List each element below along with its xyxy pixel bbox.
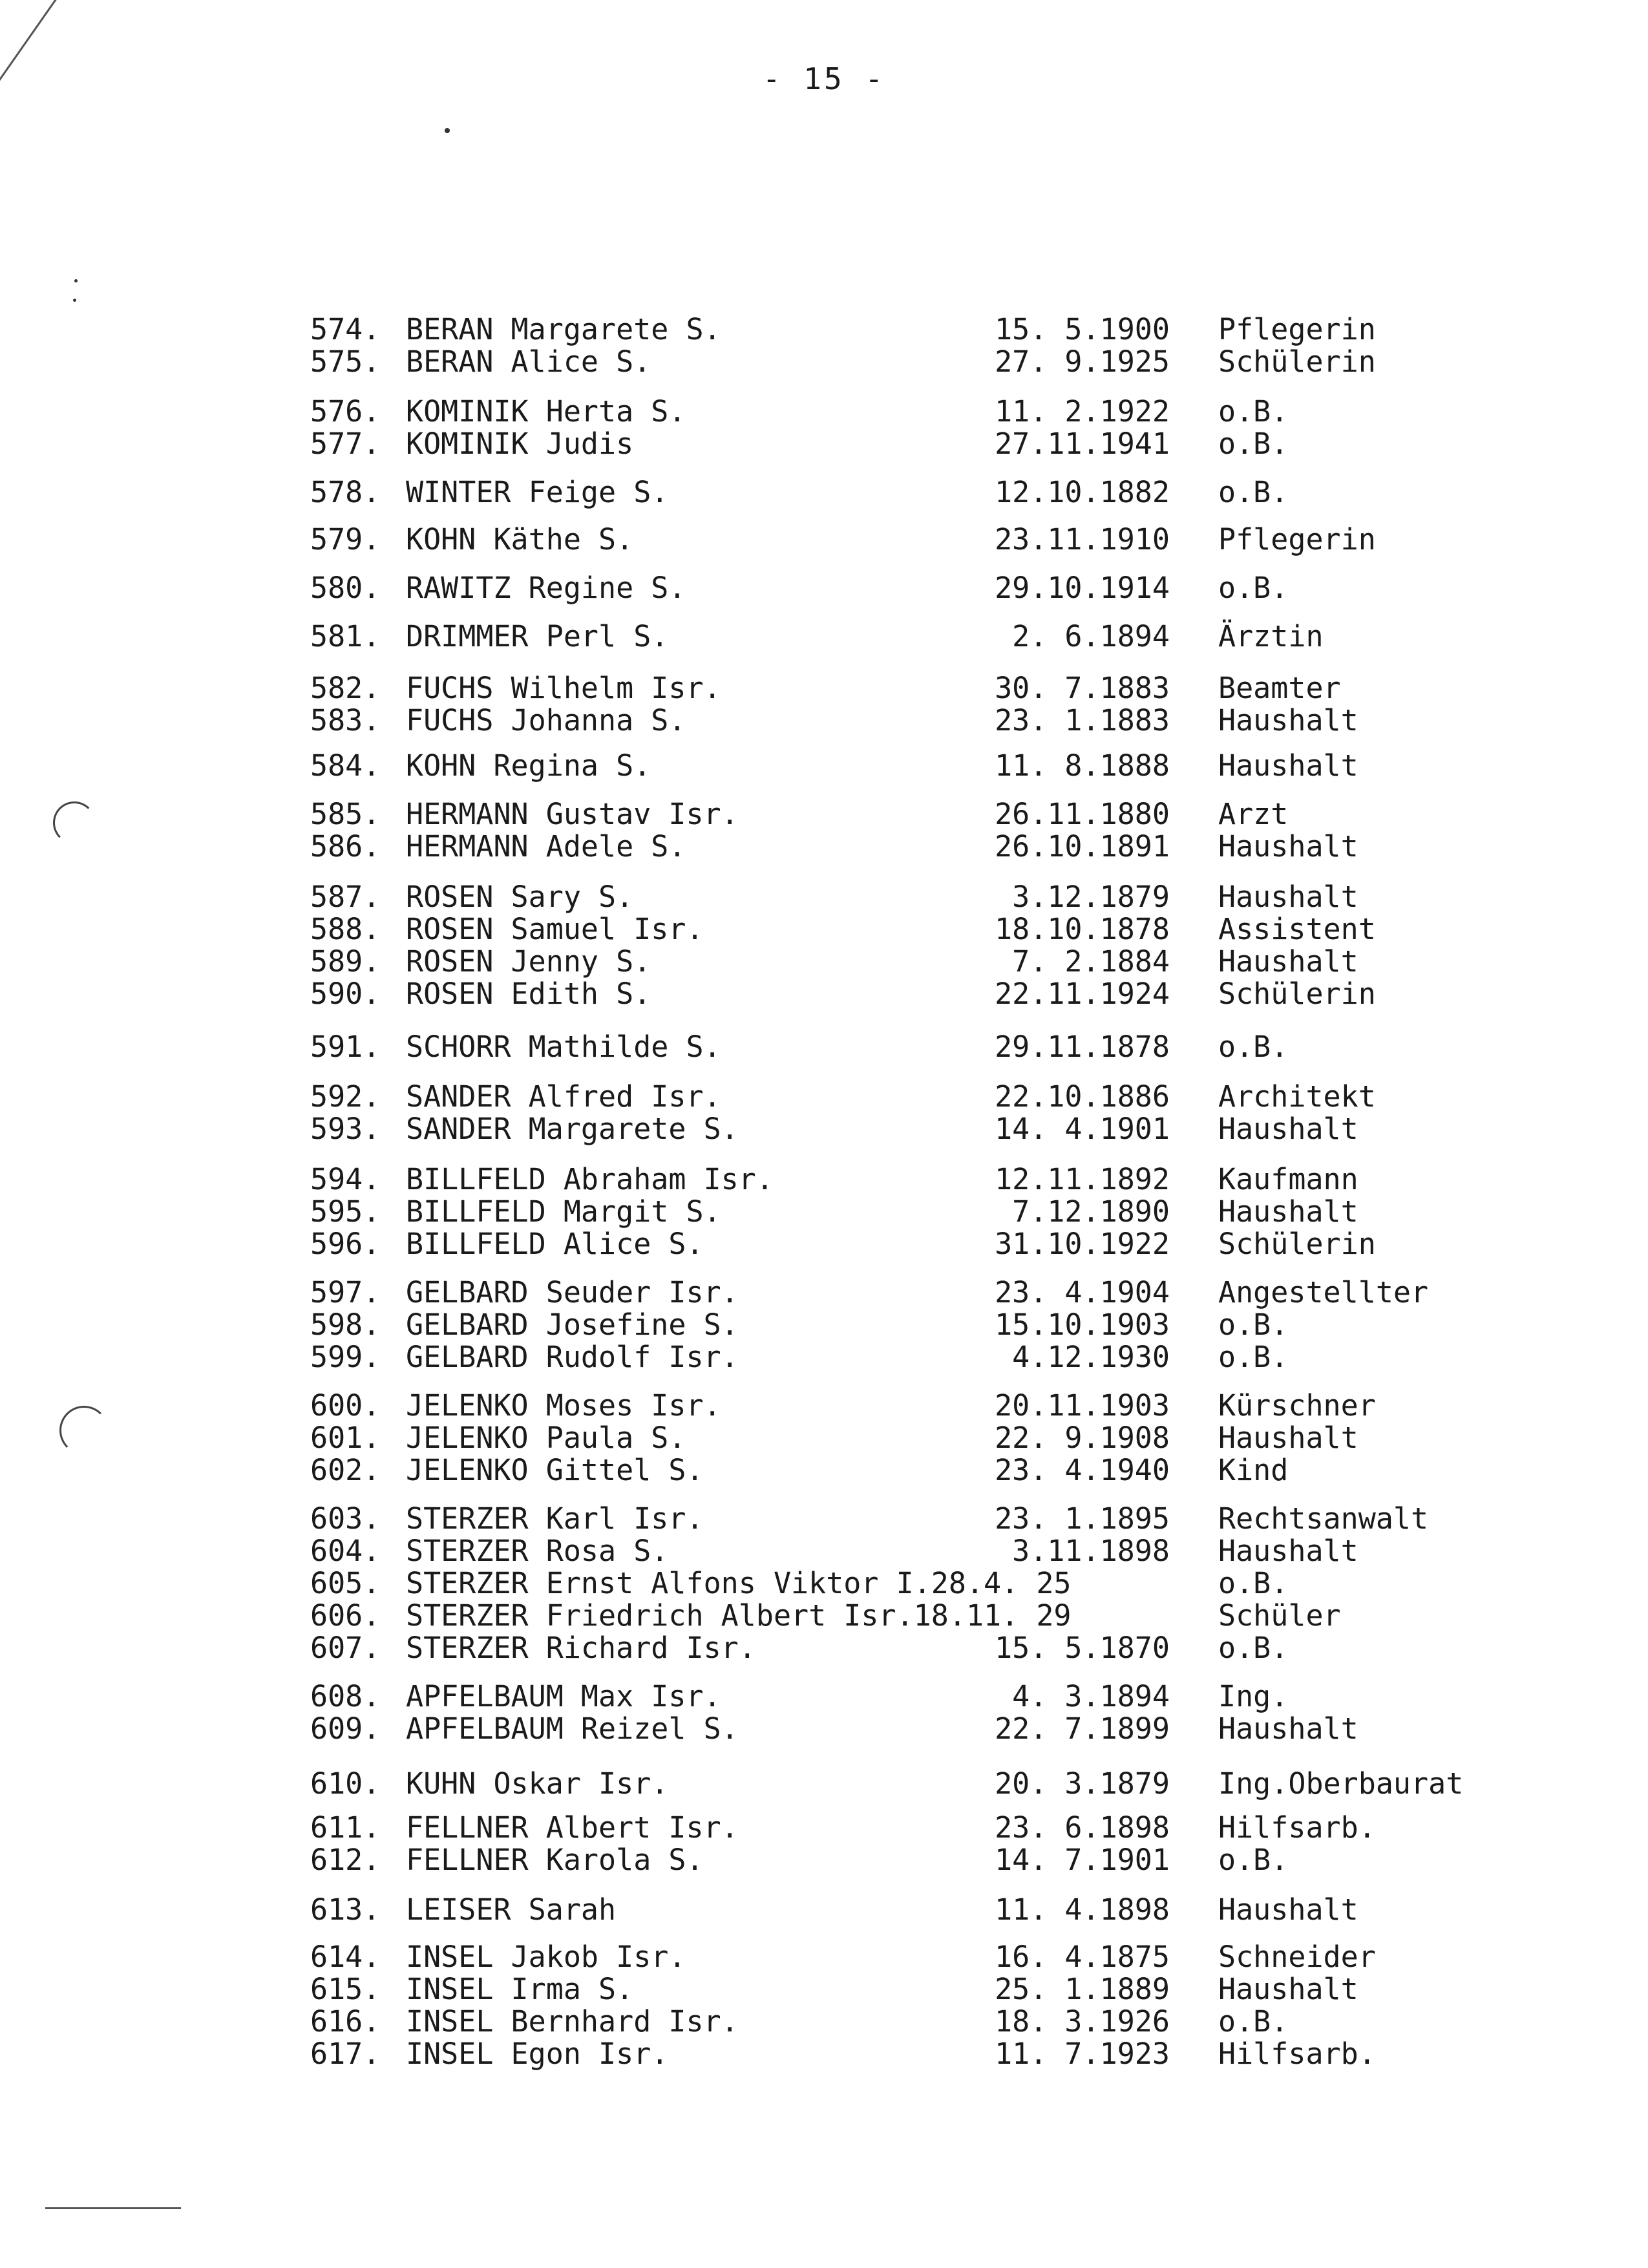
list-item (0, 1163, 1648, 1196)
list-item (0, 1390, 1648, 1422)
person-name: RAWITZ Regine S. (406, 571, 686, 605)
entry-number: 614. (310, 1940, 381, 1974)
occupation: Schülerin (1218, 344, 1376, 379)
occupation: o.B. (1218, 1340, 1289, 1374)
person-name: GELBARD Josefine S. (406, 1308, 739, 1342)
birth-date: 11. 7.1923 (995, 2037, 1170, 2071)
entry-number: 585. (310, 797, 381, 831)
entry-number: 599. (310, 1340, 381, 1374)
person-name: WINTER Feige S. (406, 475, 669, 509)
person-name: INSEL Jakob Isr. (406, 1940, 686, 1974)
entry-group (0, 1390, 1648, 1487)
occupation: Schüler (1218, 1598, 1341, 1633)
birth-date: 31.10.1922 (995, 1227, 1170, 1261)
birth-date: 23. 1.1883 (995, 703, 1170, 737)
entry-number: 610. (310, 1766, 381, 1801)
entry-number: 584. (310, 748, 381, 783)
list-item (0, 1503, 1648, 1535)
person-name: KOMINIK Herta S. (406, 394, 686, 429)
list-item (0, 913, 1648, 946)
occupation: Arzt (1218, 797, 1289, 831)
list-item (0, 2006, 1648, 2038)
list-item (0, 1422, 1648, 1454)
occupation: Haushalt (1218, 1712, 1358, 1746)
entry-group (0, 572, 1648, 604)
person-name: KOMINIK Judis (406, 427, 634, 461)
occupation: Rechtsanwalt (1218, 1501, 1429, 1536)
birth-date: 23. 4.1904 (995, 1275, 1170, 1309)
occupation: o.B. (1218, 1030, 1289, 1064)
entry-number: 583. (310, 703, 381, 737)
birth-date: 16. 4.1875 (995, 1940, 1170, 1974)
entry-group (0, 396, 1648, 460)
birth-date: 27.11.1941 (995, 427, 1170, 461)
occupation: Schneider (1218, 1940, 1376, 1974)
entry-number: 600. (310, 1388, 381, 1423)
entry-number: 595. (310, 1194, 381, 1229)
list-item (0, 313, 1648, 346)
list-item (0, 946, 1648, 978)
entry-number: 582. (310, 671, 381, 705)
person-name: STERZER Karl Isr. (406, 1501, 704, 1536)
occupation: o.B. (1218, 427, 1289, 461)
person-name: BILLFELD Margit S. (406, 1194, 721, 1229)
person-name: GELBARD Rudolf Isr. (406, 1340, 739, 1374)
birth-date: 25. 1.1889 (995, 1972, 1170, 2006)
entry-number: 616. (310, 2004, 381, 2039)
list-item (0, 1535, 1648, 1567)
entry-number: 576. (310, 394, 381, 429)
list-item (0, 1768, 1648, 1800)
list-item (0, 1277, 1648, 1309)
list-item (0, 1844, 1648, 1876)
occupation: Haushalt (1218, 829, 1358, 864)
occupation: Pflegerin (1218, 522, 1376, 556)
birth-date: 30. 7.1883 (995, 671, 1170, 705)
occupation: Haushalt (1218, 1972, 1358, 2006)
birth-date: 3.12.1879 (1012, 880, 1170, 914)
list-item (0, 1680, 1648, 1713)
list-item (0, 1713, 1648, 1745)
person-name: ROSEN Jenny S. (406, 944, 651, 979)
occupation: Assistent (1218, 912, 1376, 946)
occupation: Angestellter (1218, 1275, 1429, 1309)
person-name: ROSEN Samuel Isr. (406, 912, 704, 946)
birth-date: 14. 4.1901 (995, 1112, 1170, 1146)
entry-number: 605. (310, 1566, 381, 1600)
entry-number: 593. (310, 1112, 381, 1146)
birth-date: 22.10.1886 (995, 1079, 1170, 1114)
entry-number: 596. (310, 1227, 381, 1261)
person-name: HERMANN Adele S. (406, 829, 686, 864)
occupation: o.B. (1218, 1566, 1289, 1600)
entry-number: 577. (310, 427, 381, 461)
entry-number: 608. (310, 1679, 381, 1713)
list-item (0, 476, 1648, 509)
person-name: APFELBAUM Max Isr. (406, 1679, 721, 1713)
person-name: KOHN Käthe S. (406, 522, 634, 556)
list-item (0, 1454, 1648, 1487)
list-item (0, 2038, 1648, 2070)
list-item (0, 750, 1648, 782)
entry-number: 609. (310, 1712, 381, 1746)
entry-number: 574. (310, 312, 381, 346)
entry-number: 611. (310, 1810, 381, 1845)
list-item (0, 1894, 1648, 1926)
list-item (0, 1031, 1648, 1063)
occupation: Haushalt (1218, 1112, 1358, 1146)
occupation: o.B. (1218, 1631, 1289, 1665)
person-name: BILLFELD Alice S. (406, 1227, 704, 1261)
birth-date: 23. 4.1940 (995, 1453, 1170, 1487)
list-item (0, 798, 1648, 831)
list-item (0, 1812, 1648, 1844)
birth-date: 29.10.1914 (995, 571, 1170, 605)
birth-date: 12.11.1892 (995, 1162, 1170, 1196)
person-name: INSEL Irma S. (406, 1972, 634, 2006)
occupation: Haushalt (1218, 1534, 1358, 1568)
list-item (0, 705, 1648, 737)
birth-date: 22. 9.1908 (995, 1421, 1170, 1455)
entry-number: 588. (310, 912, 381, 946)
entry-number: 601. (310, 1421, 381, 1455)
occupation: Haushalt (1218, 1892, 1358, 1927)
person-name: BERAN Margarete S. (406, 312, 721, 346)
list-item (0, 672, 1648, 705)
birth-date: 20.11.1903 (995, 1388, 1170, 1423)
entry-group (0, 1031, 1648, 1063)
birth-date: 15. 5.1900 (995, 312, 1170, 346)
person-name: KOHN Regina S. (406, 748, 651, 783)
occupation: o.B. (1218, 475, 1289, 509)
entry-number: 617. (310, 2037, 381, 2071)
birth-date: 26.11.1880 (995, 797, 1170, 831)
list-item (0, 1081, 1648, 1113)
occupation: Kind (1218, 1453, 1289, 1487)
birth-date: 22.11.1924 (995, 977, 1170, 1011)
entry-number: 598. (310, 1308, 381, 1342)
list-item (0, 396, 1648, 428)
entry-number: 597. (310, 1275, 381, 1309)
person-name: KUHN Oskar Isr. (406, 1766, 669, 1801)
entry-group (0, 672, 1648, 737)
entry-number: 586. (310, 829, 381, 864)
person-name: STERZER Ernst Alfons Viktor I.28.4. 25 (406, 1566, 1072, 1600)
entry-number: 580. (310, 571, 381, 605)
person-name: INSEL Egon Isr. (406, 2037, 669, 2071)
list-item (0, 978, 1648, 1010)
birth-date: 15. 5.1870 (995, 1631, 1170, 1665)
entry-group (0, 881, 1648, 1010)
entry-group (0, 1503, 1648, 1664)
entry-number: 587. (310, 880, 381, 914)
person-name: DRIMMER Perl S. (406, 619, 669, 653)
person-name: JELENKO Paula S. (406, 1421, 686, 1455)
entry-group (0, 1081, 1648, 1145)
birth-date: 15.10.1903 (995, 1308, 1170, 1342)
occupation: Haushalt (1218, 1421, 1358, 1455)
person-name: SANDER Alfred Isr. (406, 1079, 721, 1114)
occupation: Schülerin (1218, 977, 1376, 1011)
list-item (0, 1973, 1648, 2006)
list-item (0, 1341, 1648, 1373)
occupation: Beamter (1218, 671, 1341, 705)
person-name: STERZER Friedrich Albert Isr.18.11. 29 (406, 1598, 1072, 1633)
occupation: Ing. (1218, 1679, 1289, 1713)
page-number: - 15 - (762, 61, 886, 96)
entry-number: 592. (310, 1079, 381, 1114)
list-item (0, 831, 1648, 863)
birth-date: 7. 2.1884 (1012, 944, 1170, 979)
entry-number: 578. (310, 475, 381, 509)
entry-group (0, 798, 1648, 863)
occupation: Schülerin (1218, 1227, 1376, 1261)
occupation: o.B. (1218, 1843, 1289, 1877)
birth-date: 22. 7.1899 (995, 1712, 1170, 1746)
person-name: SANDER Margarete S. (406, 1112, 739, 1146)
list-item (0, 1228, 1648, 1260)
list-item (0, 346, 1648, 378)
list-item (0, 1632, 1648, 1664)
list-item (0, 1309, 1648, 1341)
person-name: STERZER Rosa S. (406, 1534, 669, 1568)
birth-date: 18. 3.1926 (995, 2004, 1170, 2039)
occupation: Haushalt (1218, 703, 1358, 737)
entry-group (0, 1163, 1648, 1260)
occupation: Architekt (1218, 1079, 1376, 1114)
entry-number: 602. (310, 1453, 381, 1487)
entry-group (0, 1941, 1648, 2070)
birth-date: 7.12.1890 (1012, 1194, 1170, 1229)
person-name: STERZER Richard Isr. (406, 1631, 756, 1665)
occupation: o.B. (1218, 2004, 1289, 2039)
entry-group (0, 1277, 1648, 1373)
list-item (0, 1941, 1648, 1973)
entry-number: 594. (310, 1162, 381, 1196)
birth-date: 26.10.1891 (995, 829, 1170, 864)
birth-date: 11. 4.1898 (995, 1892, 1170, 1927)
entry-number: 581. (310, 619, 381, 653)
birth-date: 18.10.1878 (995, 912, 1170, 946)
occupation: Ärztin (1218, 619, 1324, 653)
birth-date: 27. 9.1925 (995, 344, 1170, 379)
person-name: APFELBAUM Reizel S. (406, 1712, 739, 1746)
birth-date: 14. 7.1901 (995, 1843, 1170, 1877)
entry-number: 612. (310, 1843, 381, 1877)
entry-number: 579. (310, 522, 381, 556)
person-name: LEISER Sarah (406, 1892, 617, 1927)
person-name: JELENKO Gittel S. (406, 1453, 704, 1487)
person-name: JELENKO Moses Isr. (406, 1388, 721, 1423)
list-item (0, 881, 1648, 913)
entry-number: 615. (310, 1972, 381, 2006)
person-name: FELLNER Karola S. (406, 1843, 704, 1877)
list-item (0, 1113, 1648, 1145)
occupation: Haushalt (1218, 1194, 1358, 1229)
person-name: FUCHS Wilhelm Isr. (406, 671, 721, 705)
list-item (0, 1196, 1648, 1228)
birth-date: 23. 1.1895 (995, 1501, 1170, 1536)
entry-number: 606. (310, 1598, 381, 1633)
birth-date: 11. 8.1888 (995, 748, 1170, 783)
occupation: Haushalt (1218, 880, 1358, 914)
occupation: Ing.Oberbaurat (1218, 1766, 1464, 1801)
person-name: FUCHS Johanna S. (406, 703, 686, 737)
person-name: SCHORR Mathilde S. (406, 1030, 721, 1064)
entry-group (0, 1680, 1648, 1745)
entry-group (0, 620, 1648, 653)
entry-number: 603. (310, 1501, 381, 1536)
entry-number: 613. (310, 1892, 381, 1927)
person-name: HERMANN Gustav Isr. (406, 797, 739, 831)
occupation: Haushalt (1218, 944, 1358, 979)
entry-group (0, 750, 1648, 782)
birth-date: 3.11.1898 (1012, 1534, 1170, 1568)
entry-group (0, 524, 1648, 556)
birth-date: 29.11.1878 (995, 1030, 1170, 1064)
birth-date: 23.11.1910 (995, 522, 1170, 556)
occupation: o.B. (1218, 1308, 1289, 1342)
entry-number: 604. (310, 1534, 381, 1568)
occupation: o.B. (1218, 571, 1289, 605)
birth-date: 4. 3.1894 (1012, 1679, 1170, 1713)
person-name: ROSEN Edith S. (406, 977, 651, 1011)
birth-date: 11. 2.1922 (995, 394, 1170, 429)
entry-group (0, 1894, 1648, 1926)
person-name: FELLNER Albert Isr. (406, 1810, 739, 1845)
person-name: INSEL Bernhard Isr. (406, 2004, 739, 2039)
occupation: o.B. (1218, 394, 1289, 429)
list-item (0, 428, 1648, 460)
birth-date: 2. 6.1894 (1012, 619, 1170, 653)
list-item (0, 524, 1648, 556)
entry-number: 607. (310, 1631, 381, 1665)
entry-group (0, 1768, 1648, 1800)
birth-date: 23. 6.1898 (995, 1810, 1170, 1845)
occupation: Pflegerin (1218, 312, 1376, 346)
entry-number: 591. (310, 1030, 381, 1064)
occupation: Haushalt (1218, 748, 1358, 783)
person-name: GELBARD Seuder Isr. (406, 1275, 739, 1309)
birth-date: 20. 3.1879 (995, 1766, 1170, 1801)
person-name: BILLFELD Abraham Isr. (406, 1162, 774, 1196)
person-name: BERAN Alice S. (406, 344, 651, 379)
list-item (0, 620, 1648, 653)
occupation: Kaufmann (1218, 1162, 1358, 1196)
occupation: Kürschner (1218, 1388, 1376, 1423)
entry-number: 589. (310, 944, 381, 979)
entry-group (0, 1812, 1648, 1876)
list-item (0, 572, 1648, 604)
list-item (0, 1600, 1648, 1632)
entry-number: 575. (310, 344, 381, 379)
list-item (0, 1567, 1648, 1600)
occupation: Hilfsarb. (1218, 1810, 1376, 1845)
birth-date: 12.10.1882 (995, 475, 1170, 509)
entry-group (0, 313, 1648, 378)
person-name: ROSEN Sary S. (406, 880, 634, 914)
entry-group (0, 476, 1648, 509)
occupation: Hilfsarb. (1218, 2037, 1376, 2071)
entry-number: 590. (310, 977, 381, 1011)
birth-date: 4.12.1930 (1012, 1340, 1170, 1374)
